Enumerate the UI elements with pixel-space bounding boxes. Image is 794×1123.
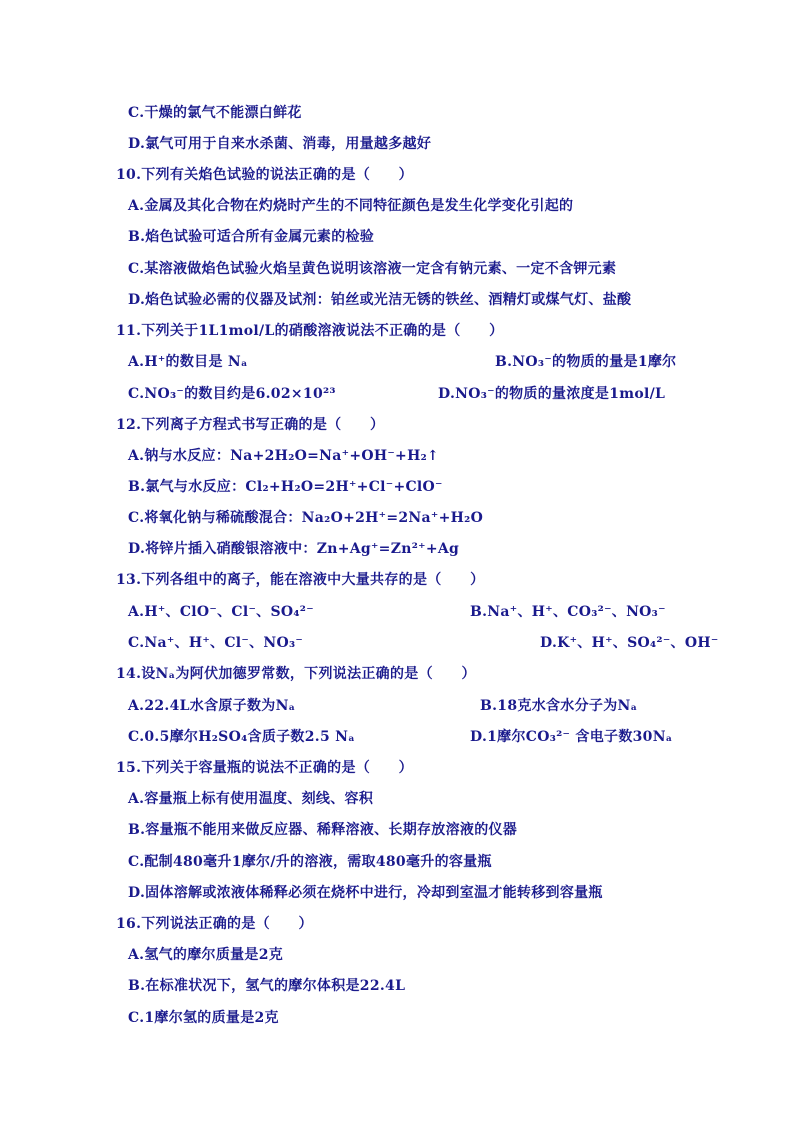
option-10a: A.金属及其化合物在灼烧时产生的不同特征颜色是发生化学变化引起的 xyxy=(128,198,574,214)
option-9d: D.氯气可用于自来水杀菌、消毒，用量越多越好 xyxy=(128,136,432,152)
option-11d: D.NO₃⁻的物质的量浓度是1mol/L xyxy=(438,386,666,402)
question-15: 15.下列关于容量瓶的说法不正确的是（ ） xyxy=(116,760,413,776)
option-13a: A.H⁺、ClO⁻、Cl⁻、SO₄²⁻ xyxy=(128,604,314,620)
option-12a: A.钠与水反应：Na+2H₂O=Na⁺+OH⁻+H₂↑ xyxy=(128,448,440,464)
option-15a: A.容量瓶上标有使用温度、刻线、容积 xyxy=(128,791,374,807)
question-11: 11.下列关于1L1mol/L的硝酸溶液说法不正确的是（ ） xyxy=(116,323,504,339)
option-13c: C.Na⁺、H⁺、Cl⁻、NO₃⁻ xyxy=(128,635,304,651)
option-12d: D.将锌片插入硝酸银溶液中：Zn+Ag⁺=Zn²⁺+Ag xyxy=(128,541,460,557)
option-12c: C.将氧化钠与稀硫酸混合：Na₂O+2H⁺=2Na⁺+H₂O xyxy=(128,510,484,526)
question-13: 13.下列各组中的离子，能在溶液中大量共存的是（ ） xyxy=(116,572,485,588)
question-16: 16.下列说法正确的是（ ） xyxy=(116,916,313,932)
option-16a: A.氢气的摩尔质量是2克 xyxy=(128,947,284,963)
option-10b: B.焰色试验可适合所有金属元素的检验 xyxy=(128,229,375,245)
option-10c: C.某溶液做焰色试验火焰呈黄色说明该溶液一定含有钠元素、一定不含钾元素 xyxy=(128,261,617,277)
option-12b: B.氯气与水反应：Cl₂+H₂O=2H⁺+Cl⁻+ClO⁻ xyxy=(128,479,443,495)
option-14b: B.18克水含水分子为Nₐ xyxy=(480,698,638,714)
option-16c: C.1摩尔氢的质量是2克 xyxy=(128,1010,279,1026)
option-13d: D.K⁺、H⁺、SO₄²⁻、OH⁻ xyxy=(540,635,719,651)
option-15b: B.容量瓶不能用来做反应器、稀释溶液、长期存放溶液的仪器 xyxy=(128,822,518,838)
question-12: 12.下列离子方程式书写正确的是（ ） xyxy=(116,417,385,433)
question-14: 14.设Nₐ为阿伏加德罗常数，下列说法正确的是（ ） xyxy=(116,666,476,682)
question-10: 10.下列有关焰色试验的说法正确的是（ ） xyxy=(116,167,413,183)
option-16b: B.在标准状况下，氢气的摩尔体积是22.4L xyxy=(128,978,406,994)
option-14a: A.22.4L水含原子数为Nₐ xyxy=(128,698,296,714)
option-14d: D.1摩尔CO₃²⁻ 含电子数30Nₐ xyxy=(470,729,673,745)
option-13b: B.Na⁺、H⁺、CO₃²⁻、NO₃⁻ xyxy=(470,604,666,620)
option-15d: D.固体溶解或浓液体稀释必须在烧杯中进行，冷却到室温才能转移到容量瓶 xyxy=(128,885,603,901)
option-9c: C.干燥的氯气不能漂白鲜花 xyxy=(128,105,302,121)
option-11a: A.H⁺的数目是 Nₐ xyxy=(128,354,248,370)
option-10d: D.焰色试验必需的仪器及试剂：铂丝或光洁无锈的铁丝、酒精灯或煤气灯、盐酸 xyxy=(128,292,632,308)
option-11b: B.NO₃⁻的物质的量是1摩尔 xyxy=(495,354,677,370)
option-11c: C.NO₃⁻的数目约是6.02×10²³ xyxy=(128,386,336,402)
option-14c: C.0.5摩尔H₂SO₄含质子数2.5 Nₐ xyxy=(128,729,356,745)
option-15c: C.配制480毫升1摩尔/升的溶液，需取480毫升的容量瓶 xyxy=(128,854,492,870)
